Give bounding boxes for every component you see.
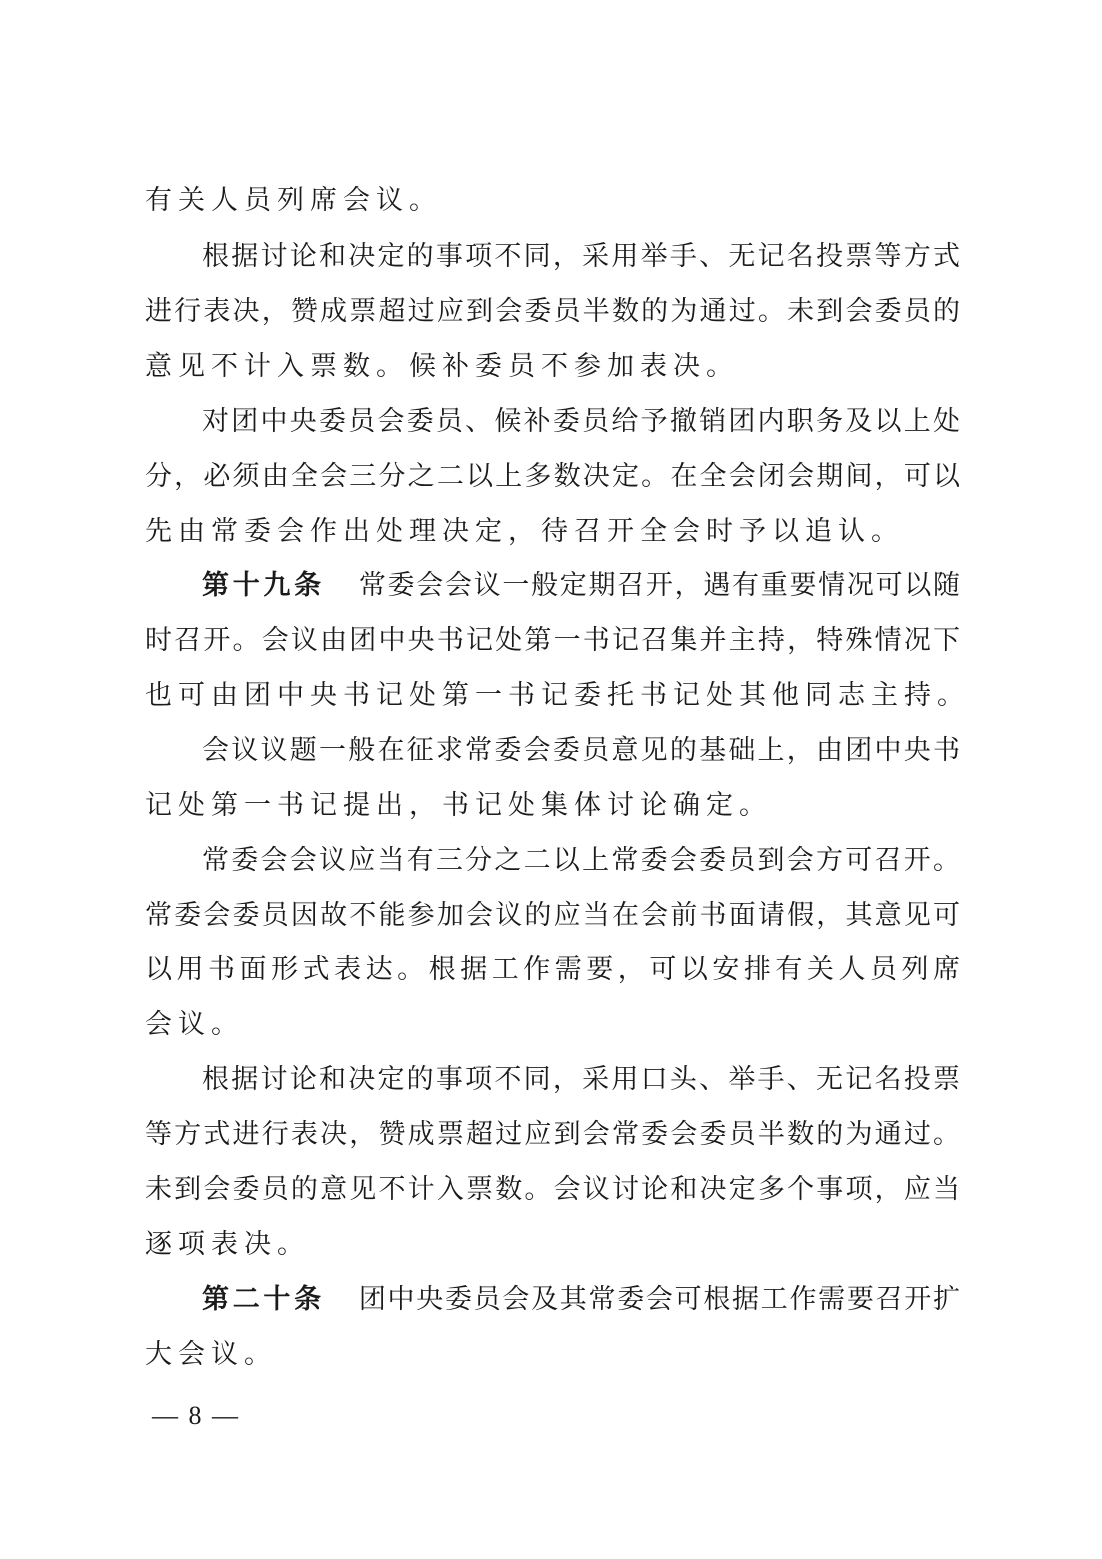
text-line: 等方式进行表决，赞成票超过应到会常委会委员半数的为通过。: [145, 1119, 960, 1150]
article-text: 常委会会议一般定期召开，遇有重要情况可以随: [358, 570, 961, 601]
text-line: 有关人员列席会议。: [145, 185, 442, 216]
article-line: [202, 566, 960, 606]
text-line: 时召开。会议由团中央书记处第一书记召集并主持，特殊情况下: [145, 625, 960, 656]
page-number: — 8 —: [152, 1401, 240, 1430]
text-line: 记处第一书记提出，书记处集体讨论确定。: [145, 790, 772, 821]
text-line: 会议。: [145, 1009, 244, 1040]
text-line: 意见不计入票数。候补委员不参加表决。: [145, 351, 739, 382]
article-text: 团中央委员会及其常委会可根据工作需要召开扩: [358, 1284, 961, 1315]
text-line: 会议议题一般在征求常委会委员意见的基础上，由团中央书: [202, 735, 960, 766]
text-line: 逐项表决。: [145, 1229, 310, 1260]
text-line: 先由常委会作出处理决定，待召开全会时予以追认。: [145, 516, 904, 547]
text-line: 常委会会议应当有三分之二以上常委会委员到会方可召开。: [202, 845, 960, 876]
text-line: 对团中央委员会委员、候补委员给予撤销团内职务及以上处: [202, 406, 960, 437]
article-heading: 第十九条: [202, 570, 325, 601]
text-line: 根据讨论和决定的事项不同，采用举手、无记名投票等方式: [202, 241, 960, 272]
article-heading: 第二十条: [202, 1284, 325, 1315]
text-line: 大会议。: [145, 1339, 277, 1370]
text-line: 分，必须由全会三分之二以上多数决定。在全会闭会期间，可以: [145, 461, 960, 492]
text-line: 根据讨论和决定的事项不同，采用口头、举手、无记名投票: [202, 1064, 960, 1095]
text-line: 未到会委员的意见不计入票数。会议讨论和决定多个事项，应当: [145, 1174, 960, 1205]
text-line: 进行表决，赞成票超过应到会委员半数的为通过。未到会委员的: [145, 296, 960, 327]
text-line: 常委会委员因故不能参加会议的应当在会前书面请假，其意见可: [145, 900, 960, 931]
text-line: 以用书面形式表达。根据工作需要，可以安排有关人员列席: [145, 954, 960, 985]
text-line: 也可由团中央书记处第一书记委托书记处其他同志主持。: [145, 680, 970, 711]
article-line: [202, 1280, 960, 1320]
